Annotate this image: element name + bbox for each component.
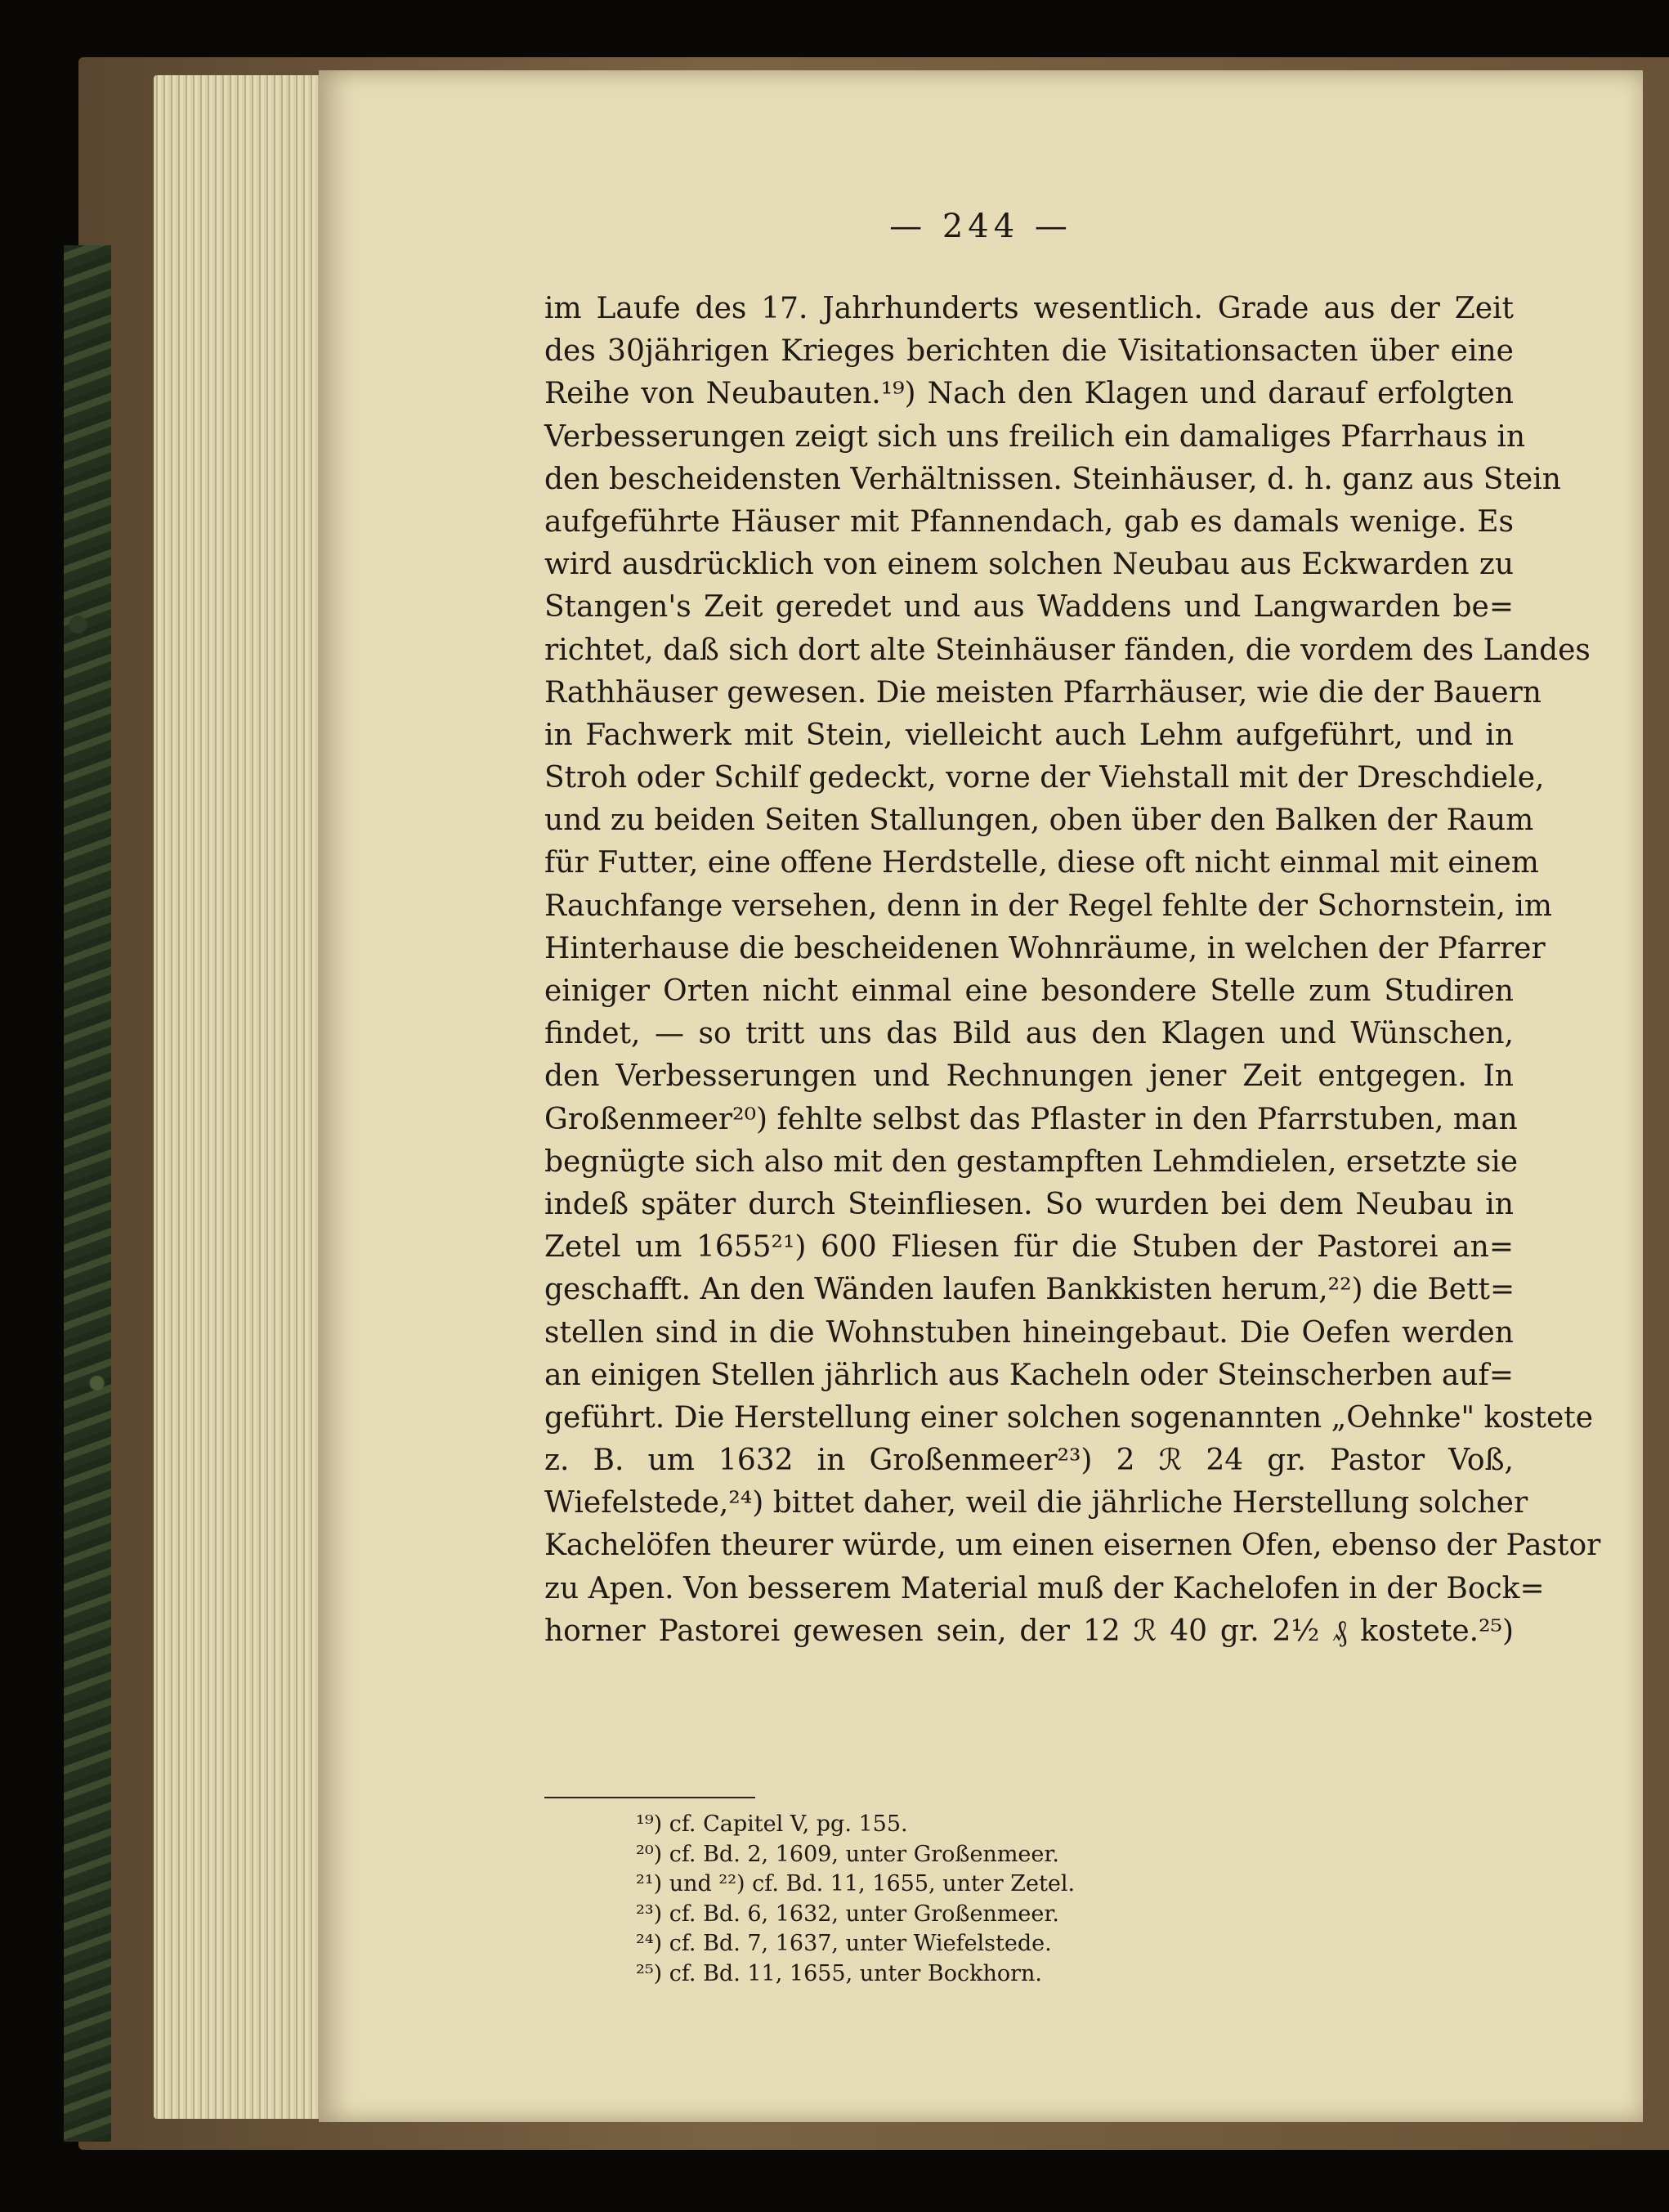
text-line: Stangen's Zeit geredet und aus Waddens und Langwarden be= bbox=[544, 590, 1514, 625]
text-line: den bescheidensten Verhältnissen. Steinhäuser, d. h. ganz aus Stein bbox=[544, 462, 1561, 496]
text-line: Rathhäuser gewesen. Die meisten Pfarrhäuser, wie die der Bauern bbox=[544, 675, 1541, 710]
text-line: Reihe von Neubauten.¹⁹) Nach den Klagen und darauf erfolgten bbox=[544, 377, 1514, 411]
footnote: ¹⁹) cf. Capitel V, pg. 155. bbox=[636, 1811, 908, 1837]
text-line: Stroh oder Schilf gedeckt, vorne der Viehstall mit der Dreschdiele, bbox=[544, 761, 1545, 795]
text-line: Wiefelstede,²⁴) bittet daher, weil die jährliche Herstellung solcher bbox=[544, 1486, 1528, 1520]
marbled-cover-edge bbox=[64, 245, 111, 2142]
text-line: findet, — so tritt uns das Bild aus den Klagen und Wünschen, bbox=[544, 1017, 1514, 1051]
text-line: z. B. um 1632 in Großenmeer²³) 2 ℛ 24 gr. Pastor Voß, bbox=[544, 1444, 1514, 1478]
text-line: Großenmeer²⁰) fehlte selbst das Pflaster in den Pfarrstuben, man bbox=[544, 1102, 1518, 1136]
footnote: ²⁰) cf. Bd. 2, 1609, unter Großenmeer. bbox=[636, 1841, 1059, 1867]
page-number: — 244 — bbox=[889, 208, 1072, 245]
text-line: Zetel um 1655²¹) 600 Fliesen für die Stuben der Pastorei an= bbox=[544, 1230, 1514, 1265]
text-line: Rauchfange versehen, denn in der Regel fehlte der Schornstein, im bbox=[544, 889, 1553, 923]
text-line: und zu beiden Seiten Stallungen, oben über den Balken der Raum bbox=[544, 804, 1534, 838]
text-line: stellen sind in die Wohnstuben hineingebaut. Die Oefen werden bbox=[544, 1315, 1514, 1350]
text-line: des 30jährigen Krieges berichten die Visitationsacten über eine bbox=[544, 334, 1514, 369]
text-line: geführt. Die Herstellung einer solchen sogenannten „Oehnke" kostete bbox=[544, 1400, 1594, 1435]
text-line: aufgeführte Häuser mit Pfannendach, gab es damals wenige. Es bbox=[544, 504, 1514, 539]
text-line: richtet, daß sich dort alte Steinhäuser fänden, die vordem des Landes bbox=[544, 633, 1591, 667]
book-page bbox=[319, 70, 1643, 2122]
text-line: geschafft. An den Wänden laufen Bankkisten herum,²²) die Bett= bbox=[544, 1273, 1515, 1307]
text-line: Verbesserungen zeigt sich uns freilich ein damaliges Pfarrhaus in bbox=[544, 419, 1526, 454]
text-line: begnügte sich also mit den gestampften Lehmdielen, ersetzte sie bbox=[544, 1144, 1519, 1179]
footnote: ²⁴) cf. Bd. 7, 1637, unter Wiefelstede. bbox=[636, 1931, 1052, 1957]
footnotes bbox=[636, 1810, 1371, 1990]
text-line: in Fachwerk mit Stein, vielleicht auch Lehm aufgeführt, und in bbox=[544, 718, 1514, 752]
text-line: zu Apen. Von besserem Material muß der Kachelofen in der Bock= bbox=[544, 1571, 1545, 1605]
text-line: an einigen Stellen jährlich aus Kacheln oder Steinscherben auf= bbox=[544, 1358, 1514, 1392]
text-line: indeß später durch Steinfliesen. So wurden bei dem Neubau in bbox=[544, 1187, 1514, 1221]
footnote-rule bbox=[544, 1797, 755, 1798]
page-edges bbox=[154, 75, 325, 2119]
text-line: einiger Orten nicht einmal eine besondere Stelle zum Studiren bbox=[544, 974, 1514, 1008]
text-line: Hinterhause die bescheidenen Wohnräume, in welchen der Pfarrer bbox=[544, 931, 1546, 965]
footnote: ²⁵) cf. Bd. 11, 1655, unter Bockhorn. bbox=[636, 1960, 1042, 1986]
text-line: Kachelöfen theurer würde, um einen eisernen Ofen, ebenso der Pastor bbox=[544, 1529, 1601, 1563]
text-line: für Futter, eine offene Herdstelle, diese oft nicht einmal mit einem bbox=[544, 846, 1539, 880]
body-text bbox=[544, 288, 1601, 1653]
text-line: im Laufe des 17. Jahrhunderts wesentlich. Grade aus der Zeit bbox=[544, 292, 1514, 325]
footnote: ²³) cf. Bd. 6, 1632, unter Großenmeer. bbox=[636, 1901, 1059, 1927]
text-line: horner Pastorei gewesen sein, der 12 ℛ 40 gr. 2½ ₰ kostete.²⁵) bbox=[544, 1614, 1514, 1648]
footnote: ²¹) und ²²) cf. Bd. 11, 1655, unter Zetel. bbox=[636, 1871, 1076, 1897]
text-line: wird ausdrücklich von einem solchen Neubau aus Eckwarden zu bbox=[544, 548, 1514, 582]
text-line: den Verbesserungen und Rechnungen jener Zeit entgegen. In bbox=[544, 1059, 1514, 1094]
